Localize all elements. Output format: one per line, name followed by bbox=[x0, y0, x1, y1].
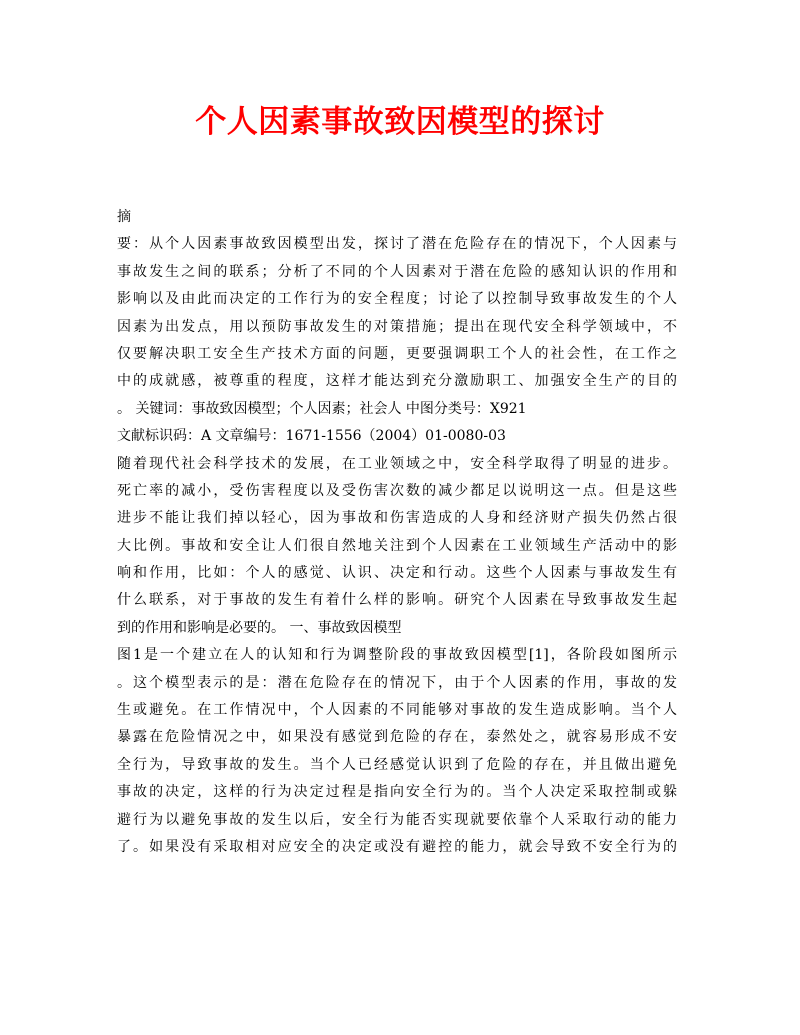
document-title: 个人因素事故致因模型的探讨 bbox=[195, 104, 605, 140]
body-line: 。 关键词：事故致因模型；个人因素；社会人 中图分类号：X921 bbox=[117, 400, 527, 417]
body-line: 随着现代社会科学技术的发展，在工业领域之中，安全科学取得了明显的进步。 bbox=[117, 455, 677, 472]
body-line: 了。如果没有采取相对应安全的决定或没有避控的能力，就会导致不安全行为的 bbox=[117, 838, 677, 855]
body-line: 仅要解决职工安全生产技术方面的问题，更要强调职工个人的社会性，在工作之 bbox=[117, 345, 677, 362]
body-line: 因素为出发点，用以预防事故发生的对策措施；提出在现代安全科学领域中，不 bbox=[117, 318, 677, 335]
body-line: 生或避免。在工作情况中，个人因素的不同能够对事故的发生造成影响。当个人 bbox=[117, 702, 677, 719]
body-line: 进步不能让我们掉以轻心，因为事故和伤害造成的人身和经济财产损失仍然占很 bbox=[117, 510, 677, 527]
body-line: 摘 bbox=[117, 209, 131, 225]
body-line: 影响以及由此而决定的工作行为的安全程度；讨论了以控制导致事故发生的个人 bbox=[117, 291, 677, 308]
body-line: 暴露在危险情况之中，如果没有感觉到危险的存在，泰然处之，就容易形成不安 bbox=[117, 729, 677, 746]
body-line: 避行为以避免事故的发生以后，安全行为能否实现就要依靠个人采取行动的能力 bbox=[117, 811, 677, 828]
body-line: 事故的决定，这样的行为决定过程是指向安全行为的。当个人决定采取控制或躲 bbox=[117, 784, 677, 801]
body-line: 要：从个人因素事故致因模型出发，探讨了潜在危险存在的情况下，个人因素与 bbox=[117, 236, 677, 253]
body-line: 大比例。事故和安全让人们很自然地关注到个人因素在工业领域生产活动中的影 bbox=[117, 537, 677, 554]
body-line: 全行为，导致事故的发生。当个人已经感觉认识到了危险的存在，并且做出避免 bbox=[117, 756, 677, 773]
body-line: 响和作用，比如：个人的感觉、认识、决定和行动。这些个人因素与事故发生有 bbox=[117, 565, 677, 582]
body-line: 图1是一个建立在人的认知和行为调整阶段的事故致因模型[1]，各阶段如图所示 bbox=[117, 647, 677, 664]
body-line: 死亡率的减小，受伤害程度以及受伤害次数的减少都足以说明这一点。但是这些 bbox=[117, 482, 677, 499]
document-body bbox=[117, 204, 677, 861]
body-line: 文献标识码：A 文章编号：1671-1556（2004）01-0080-03 bbox=[117, 428, 506, 445]
body-line: 到的作用和影响是必要的。 一、事故致因模型 bbox=[117, 619, 402, 636]
body-line: 事故发生之间的联系；分析了不同的个人因素对于潜在危险的感知认识的作用和 bbox=[117, 263, 677, 280]
body-line: 。这个模型表示的是：潜在危险存在的情况下，由于个人因素的作用，事故的发 bbox=[117, 674, 677, 691]
body-line: 什么联系，对于事故的发生有着什么样的影响。研究个人因素在导致事故发生起 bbox=[117, 592, 677, 609]
body-line: 中的成就感，被尊重的程度，这样才能达到充分激励职工、加强安全生产的目的 bbox=[117, 373, 677, 390]
